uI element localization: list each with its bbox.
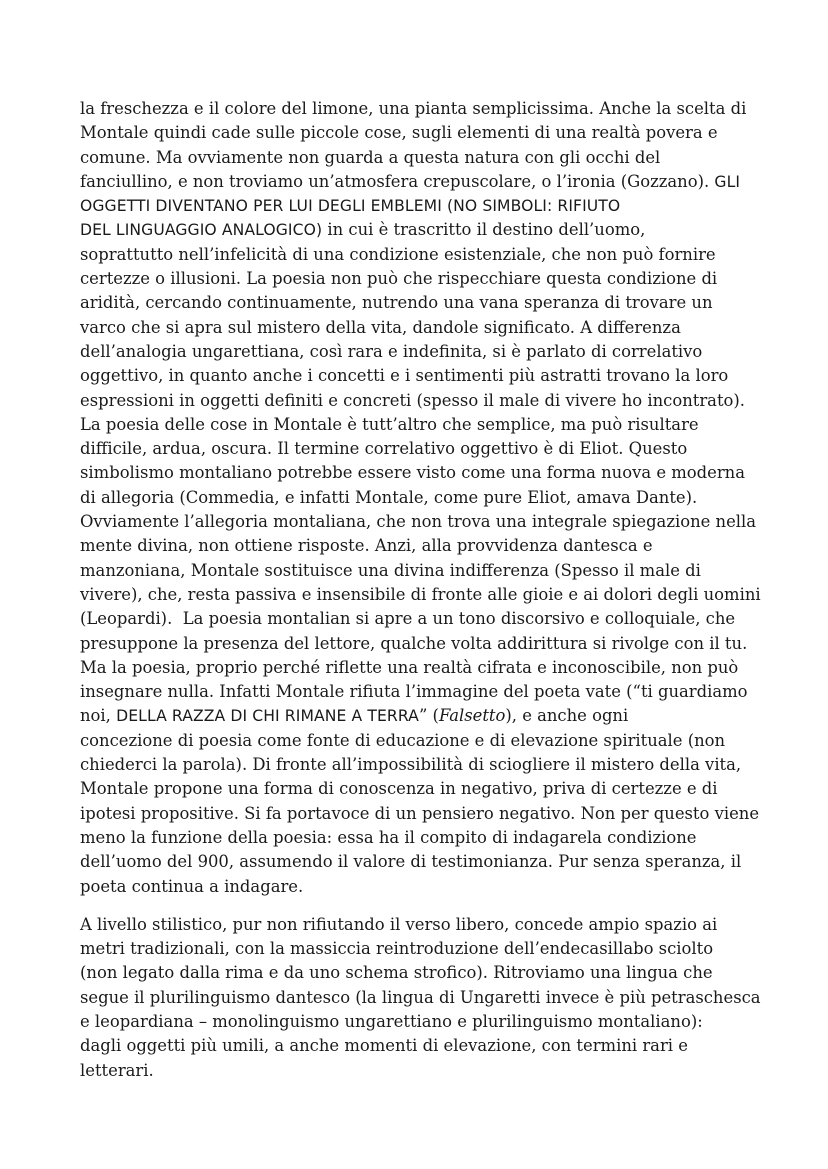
emphasis-caps: DELLA RAZZA DI CHI RIMANE A TERRA xyxy=(116,707,419,726)
emphasis-caps: GLI xyxy=(714,172,741,191)
text-line: e leopardiana – monolinguismo ungarettiano e plurilinguismo montaliano): xyxy=(80,1011,703,1031)
italic-title: Falsetto xyxy=(438,706,506,726)
text-line: oggettivo, in quanto anche i concetti e i sentimenti più astratti trovano la loro xyxy=(80,366,729,386)
text-line: Montale propone una forma di conoscenza in negativo, priva di certezze e di xyxy=(80,779,718,799)
text-line: dagli oggetti più umili, a anche momenti di elevazione, con termini rari e xyxy=(80,1036,688,1056)
text-line: dell’analogia ungarettiana, così rara e indefinita, si è parlato di correlativo xyxy=(80,341,703,361)
text-line: A livello stilistico, pur non rifiutando il verso libero, concede ampio spazio ai xyxy=(80,914,718,934)
text-line: Ovviamente l’allegoria montaliana, che non trova una integrale spiegazione nella xyxy=(80,512,757,532)
text-segment: in cui è trascritto il destino dell’uomo, xyxy=(322,220,646,240)
document-body xyxy=(80,97,760,1083)
text-line: La poesia delle cose in Montale è tutt’altro che semplice, ma può risultare xyxy=(80,414,699,434)
text-line: presuppone la presenza del lettore, qualche volta addirittura si rivolge con il tu. xyxy=(80,633,748,653)
text-line: chiederci la parola). Di fronte all’impossibilità di sciogliere il mistero della vita, xyxy=(80,755,742,775)
text-line: manzoniana, Montale sostituisce una divina indifferenza (Spesso il male di xyxy=(80,560,701,580)
text-line: varco che si apra sul mistero della vita, dandole significato. A differenza xyxy=(80,317,681,337)
text-line: ipotesi propositive. Si fa portavoce di un pensiero negativo. Non per questo viene xyxy=(80,803,760,823)
text-segment: fanciullino, e non troviamo un’atmosfera crepuscolare, o l’ironia (Gozzano). xyxy=(80,171,715,191)
text-line xyxy=(80,704,760,728)
text-line: soprattutto nell’infelicità di una condizione esistenziale, che non può fornire xyxy=(80,244,716,264)
paragraph-1 xyxy=(80,97,760,899)
text-line: (non legato dalla rima e da uno schema strofico). Ritroviamo una lingua che xyxy=(80,963,713,983)
text-line: OGGETTI DIVENTANO PER LUI DEGLI EMBLEMI (NO SIMBOLI: RIFIUTO xyxy=(80,197,621,216)
text-segment: ), e anche ogni xyxy=(505,706,629,726)
text-line: poeta continua a indagare. xyxy=(80,876,304,896)
text-line: concezione di poesia come fonte di educazione e di elevazione spirituale (non xyxy=(80,730,726,750)
text-line: di allegoria (Commedia, e infatti Montale, come pure Eliot, amava Dante). xyxy=(80,487,698,507)
text-line: meno la funzione della poesia: essa ha il compito di indagarela condizione xyxy=(80,827,697,847)
text-line: vivere), che, resta passiva e insensibile di fronte alle gioie e ai dolori degli uomini xyxy=(80,584,761,604)
paragraph-gap xyxy=(80,899,760,913)
text-line: simbolismo montaliano potrebbe essere visto come una forma nuova e moderna xyxy=(80,463,745,483)
text-line: Ma la poesia, proprio perché riflette una realtà cifrata e inconoscibile, non può xyxy=(80,657,739,677)
text-line: mente divina, non ottiene risposte. Anzi, alla provvidenza dantesca e xyxy=(80,536,653,556)
text-line: Montale quindi cade sulle piccole cose, sugli elementi di una realtà povera e xyxy=(80,123,718,143)
text-line xyxy=(80,218,760,242)
text-line: aridità, cercando continuamente, nutrendo una vana speranza di trovare un xyxy=(80,293,713,313)
text-line xyxy=(80,170,760,194)
text-line: comune. Ma ovviamente non guarda a questa natura con gli occhi del xyxy=(80,147,661,167)
text-line: letterari. xyxy=(80,1060,154,1080)
text-line: difficile, ardua, oscura. Il termine correlativo oggettivo è di Eliot. Questo xyxy=(80,439,688,459)
emphasis-caps: DEL LINGUAGGIO ANALOGICO) xyxy=(80,221,323,240)
text-line: insegnare nulla. Infatti Montale rifiuta l’immagine del poeta vate (“ti guardiamo xyxy=(80,682,748,702)
text-line: certezze o illusioni. La poesia non può che rispecchiare questa condizione di xyxy=(80,269,718,289)
text-line: metri tradizionali, con la massiccia reintroduzione dell’endecasillabo sciolto xyxy=(80,939,714,959)
paragraph-2 xyxy=(80,913,760,1083)
text-line: espressioni in oggetti definiti e concreti (spesso il male di vivere ho incontrato). xyxy=(80,390,745,410)
text-line: segue il plurilinguismo dantesco (la lingua di Ungaretti invece è più petraschesca xyxy=(80,987,761,1007)
text-line: (Leopardi). La poesia montalian si apre a un tono discorsivo e colloquiale, che xyxy=(80,609,736,629)
text-segment: noi, xyxy=(80,706,117,726)
text-line: la freschezza e il colore del limone, una pianta semplicissima. Anche la scelta di xyxy=(80,99,747,118)
text-segment: ” ( xyxy=(418,706,439,726)
text-line: dell’uomo del 900, assumendo il valore di testimonianza. Pur senza speranza, il xyxy=(80,852,742,872)
